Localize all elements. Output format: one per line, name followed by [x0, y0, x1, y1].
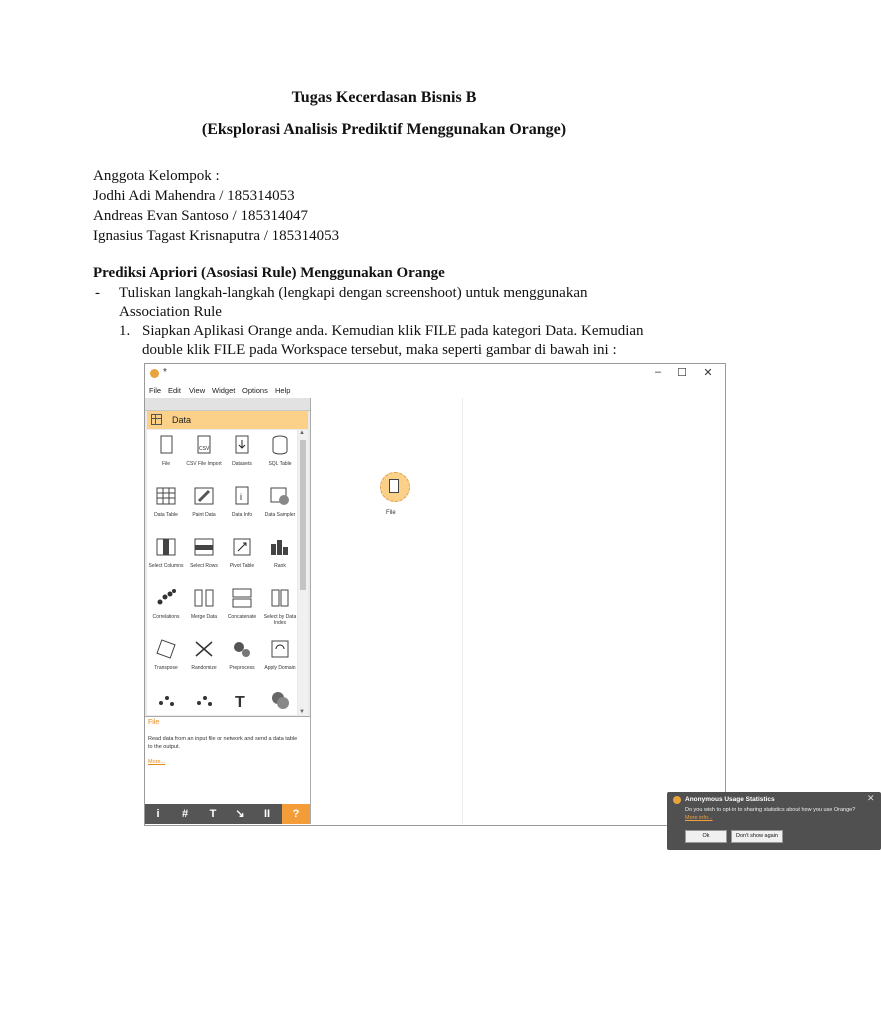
widget-label: Paint Data — [192, 512, 216, 518]
widget-select-columns[interactable] — [147, 536, 185, 586]
widget-randomize[interactable] — [185, 638, 223, 688]
menu-widget[interactable]: Widget — [212, 386, 236, 395]
bullet-line-2: Association Rule — [119, 304, 222, 320]
widget-select-rows[interactable] — [185, 536, 223, 586]
text-annotation-button[interactable]: T — [209, 808, 217, 820]
menu-file[interactable]: File — [149, 386, 162, 395]
popup-title: Anonymous Usage Statistics — [685, 796, 775, 803]
orange-logo-icon — [150, 369, 159, 378]
document-subtitle: (Eksplorasi Analisis Prediktif Menggunakan Orange) — [201, 121, 567, 138]
member-3: Ignasius Tagast Krisnaputra / 185314053 — [93, 228, 340, 244]
bottom-toolbar — [145, 804, 310, 824]
widget-label: Randomize — [191, 665, 217, 671]
orange-logo-icon — [673, 796, 681, 804]
widget-rank[interactable] — [261, 536, 299, 586]
widget-label: Merge Data — [190, 614, 218, 620]
bullet-line-1: Tuliskan langkah-langkah (lengkapi dengan screenshoot) untuk menggunakan — [119, 285, 588, 301]
canvas-divider — [462, 398, 463, 824]
file-icon — [155, 434, 177, 456]
rank-icon — [269, 536, 291, 558]
widget-description — [145, 716, 310, 806]
file-node[interactable] — [380, 472, 410, 502]
svg-text:CSV: CSV — [199, 446, 210, 452]
database-icon — [269, 434, 291, 456]
widget-label: Preprocess — [229, 665, 255, 671]
popup-text: Do you wish to opt-in to sharing statistics about how you use Orange? — [685, 807, 856, 813]
scroll-thumb[interactable] — [300, 440, 306, 590]
widget-pivot-table[interactable] — [223, 536, 261, 586]
widget-correlations[interactable] — [147, 587, 185, 637]
widget-label: Data Info — [231, 512, 253, 518]
description-more-link[interactable]: More... — [148, 759, 166, 765]
select-columns-icon — [155, 536, 177, 558]
menu-edit[interactable]: Edit — [168, 386, 181, 395]
widget-label: Apply Domain — [264, 665, 296, 671]
usage-statistics-popup — [667, 792, 881, 850]
toolbox-header — [145, 398, 310, 411]
step-number: 1. — [119, 323, 131, 339]
download-icon — [231, 434, 253, 456]
description-text: Read data from an input file or network and send a data table to the output. — [148, 736, 298, 750]
members-heading: Anggota Kelompok : — [93, 168, 220, 184]
close-button[interactable]: ✕ — [703, 367, 713, 379]
widget-select-by-data-index[interactable] — [261, 587, 299, 637]
widget-label: SQL Table — [268, 461, 292, 467]
svg-text:i: i — [240, 492, 242, 502]
minimize-button[interactable]: – — [654, 366, 662, 378]
correlations-icon — [155, 587, 177, 609]
pivot-icon — [231, 536, 253, 558]
window-title: * — [163, 367, 167, 378]
help-button[interactable]: ? — [282, 804, 310, 824]
member-1: Jodhi Adi Mahendra / 185314053 — [93, 188, 295, 204]
description-title: File — [148, 719, 160, 726]
sampler-icon — [269, 485, 291, 507]
menu-view[interactable]: View — [189, 386, 206, 395]
select-rows-icon — [193, 536, 215, 558]
maximize-button[interactable]: ☐ — [677, 367, 687, 379]
workflow-canvas[interactable] — [311, 398, 875, 839]
widget-transpose[interactable] — [147, 638, 185, 688]
widget-data-info[interactable] — [223, 485, 261, 535]
widget-file[interactable] — [147, 434, 185, 484]
popup-close-icon[interactable]: ✕ — [867, 793, 875, 803]
csv-icon — [193, 434, 215, 456]
bullet-dash: - — [95, 285, 100, 301]
toolbox-scrollbar[interactable] — [298, 430, 308, 715]
text-icon — [231, 689, 253, 711]
apply-domain-icon — [269, 638, 291, 660]
select-index-icon — [269, 587, 291, 609]
popup-dont-show-button[interactable]: Don't show again — [731, 830, 783, 843]
gears-icon — [231, 638, 253, 660]
widget-merge-data[interactable] — [185, 587, 223, 637]
menu-bar — [145, 384, 725, 398]
widget-label: Concatenate — [227, 614, 257, 620]
widget-label: Datasets — [232, 461, 252, 467]
info-button[interactable]: i — [156, 808, 160, 820]
widget-label: File — [161, 461, 171, 467]
randomize-icon — [193, 638, 215, 660]
widget-label: Correlations — [152, 614, 180, 620]
category-label: Data — [172, 415, 192, 425]
widget-concatenate[interactable] — [223, 587, 261, 637]
widget-sql-table[interactable] — [261, 434, 299, 484]
document-title: Tugas Kecerdasan Bisnis B — [291, 89, 477, 106]
dots-icon — [155, 689, 177, 711]
category-data[interactable] — [147, 411, 308, 429]
merge-icon — [193, 587, 215, 609]
widget-label: Select Columns — [148, 563, 184, 569]
scroll-down-icon[interactable]: ▼ — [299, 709, 305, 715]
widget-data-table[interactable] — [147, 485, 185, 535]
dots-icon — [193, 689, 215, 711]
widget-datasets[interactable] — [223, 434, 261, 484]
widget-preprocess[interactable] — [223, 638, 261, 688]
widget-label: Pivot Table — [229, 563, 255, 569]
widget-label: CSV File Import — [186, 461, 222, 467]
widget-toolbox — [145, 398, 311, 824]
widget-label: Transpose — [154, 665, 178, 671]
table-icon — [155, 485, 177, 507]
paint-icon — [193, 485, 215, 507]
popup-ok-button[interactable]: Ok — [685, 830, 727, 843]
menu-help[interactable]: Help — [275, 386, 291, 395]
section-heading: Prediksi Apriori (Asosiasi Rule) Menggunakan Orange — [93, 265, 445, 281]
widget-apply-domain[interactable] — [261, 638, 299, 688]
step-line-1: Siapkan Aplikasi Orange anda. Kemudian klik FILE pada kategori Data. Kemudian — [142, 323, 644, 339]
table-icon — [151, 414, 162, 425]
info-icon — [231, 485, 253, 507]
arrow-annotation-button[interactable]: ↘ — [235, 808, 245, 820]
widget-label: Data Table — [154, 512, 178, 518]
step-line-2: double klik FILE pada Workspace tersebut, maka seperti gambar di bawah ini : — [142, 342, 617, 358]
widget-grid — [147, 430, 297, 715]
widget-paint-data[interactable] — [185, 485, 223, 535]
file-node-label: File — [386, 510, 396, 516]
widget-label: Select Rows — [190, 563, 218, 569]
transpose-icon — [155, 638, 177, 660]
title-bar — [145, 364, 725, 384]
pause-button[interactable]: II — [263, 808, 271, 820]
widget-csv-file-import[interactable] — [185, 434, 223, 484]
orange-window — [144, 363, 875, 839]
widget-data-sampler[interactable] — [261, 485, 299, 535]
concatenate-icon — [231, 587, 253, 609]
member-2: Andreas Evan Santoso / 185314047 — [93, 208, 308, 224]
widget-label: Rank — [274, 563, 286, 569]
file-icon — [389, 479, 399, 493]
svg-text:T: T — [235, 694, 245, 711]
widget-label: Data Sampler — [264, 512, 296, 518]
python-icon — [269, 689, 291, 711]
menu-options[interactable]: Options — [242, 386, 268, 395]
widget-label: Select by Data Index — [263, 614, 297, 626]
popup-more-info-link[interactable]: More info... — [685, 815, 713, 821]
grid-button[interactable]: # — [181, 808, 189, 820]
scroll-up-icon[interactable]: ▲ — [299, 430, 305, 436]
